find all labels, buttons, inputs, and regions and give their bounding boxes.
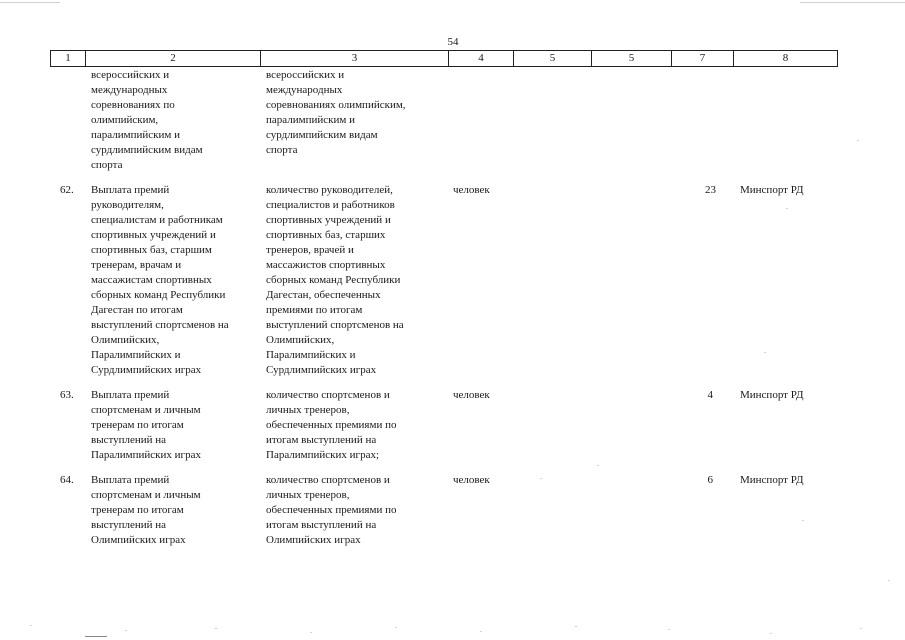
row-indicator: количество спортсменов и личных тренеров, обеспеченных премиями по итогам выступлений на Паралимпийских играх; — [266, 389, 397, 461]
column-header-7: 7 — [671, 51, 733, 66]
row-unit: человек — [453, 474, 490, 486]
column-header-2: 2 — [85, 51, 260, 66]
row-responsible: Минспорт РД — [740, 474, 804, 486]
row-indicator: количество спортсменов и личных тренеров, обеспеченных премиями по итогам выступлений на Олимпийских играх — [266, 474, 397, 546]
scan-speck — [395, 627, 397, 628]
column-header-1: 1 — [50, 51, 85, 66]
column-header-6: 5 — [591, 51, 671, 66]
scan-speck — [770, 633, 772, 634]
scan-speck — [802, 520, 804, 521]
scan-speck — [668, 629, 670, 630]
scan-edge-line-bottom — [85, 636, 107, 637]
row-value: 6 — [707, 474, 713, 486]
row-number: 62. — [60, 184, 74, 196]
column-header-3: 3 — [260, 51, 448, 66]
scan-speck — [30, 625, 32, 626]
row-responsible: Минспорт РД — [740, 184, 804, 196]
scan-speck — [597, 465, 599, 466]
scan-speck — [857, 140, 859, 141]
table-header-row — [50, 50, 838, 67]
row-value: 23 — [705, 184, 716, 196]
continuation-description: всероссийских и международных соревнованиях по олимпийским, паралимпийским и сурдлимпийским видам спорта — [91, 69, 203, 171]
scan-speck — [310, 632, 312, 633]
scan-speck — [860, 628, 862, 629]
row-responsible: Минспорт РД — [740, 389, 804, 401]
row-description: Выплата премий спортсменам и личным тренерам по итогам выступлений на Олимпийских играх — [91, 474, 201, 546]
scan-speck — [125, 630, 127, 631]
column-header-4: 4 — [448, 51, 513, 66]
scan-speck — [786, 208, 788, 209]
row-description: Выплата премий руководителям, специалистам и работникам спортивных учреждений и спортивных баз, старшим тренерам, врачам и массажистам спортивных сборных команд Республики Дагестан по итогам выступлений спортсменов на Олимпийских, Паралимпийских и Сурдлимпийских играх — [91, 184, 229, 376]
row-number: 63. — [60, 389, 74, 401]
scan-edge-line-right — [800, 2, 905, 3]
row-description: Выплата премий спортсменам и личным тренерам по итогам выступлений на Паралимпийских играх — [91, 389, 201, 461]
row-value: 4 — [707, 389, 713, 401]
continuation-indicator: всероссийских и международных соревнованиях олимпийским, паралимпийским и сурдлимпийским видам спорта — [266, 69, 406, 156]
column-header-5: 5 — [513, 51, 591, 66]
row-indicator: количество руководителей, специалистов и работников спортивных учреждений и спортивных баз, старших тренеров, врачей и массажистов спортивных сборных команд Республики Дагестан, обеспеченных премиями по итогам выступлений спортсменов на Олимпийских, Паралимпийских и Сурдлимпийских играх — [266, 184, 404, 376]
row-unit: человек — [453, 184, 490, 196]
scan-speck — [215, 628, 217, 629]
scan-speck — [764, 352, 766, 353]
page-number: 54 — [447, 36, 459, 48]
scan-speck — [540, 478, 542, 479]
scan-speck — [575, 626, 577, 627]
scan-speck — [888, 580, 890, 581]
scan-edge-line-left — [0, 2, 60, 3]
row-unit: человек — [453, 389, 490, 401]
scan-speck — [480, 631, 482, 632]
column-header-8: 8 — [733, 51, 838, 66]
row-number: 64. — [60, 474, 74, 486]
